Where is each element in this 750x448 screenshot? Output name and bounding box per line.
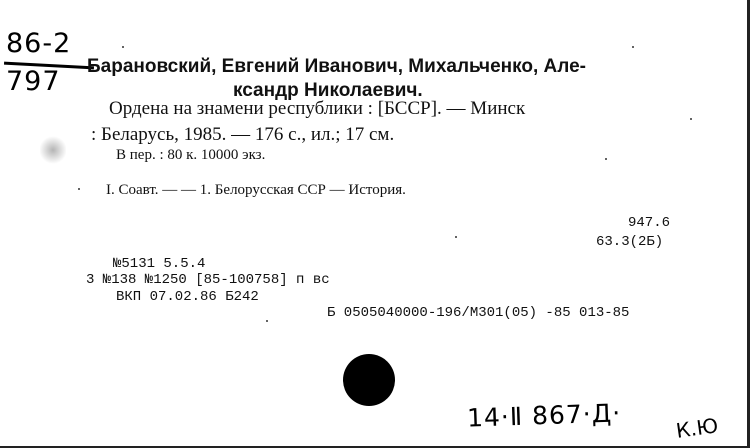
library-mark: К.Ю [674,413,720,443]
price-and-run: В пер. : 80 к. 10000 экз. [116,147,266,163]
print-meta-4: Б 0505040000-196/М301(05) -85 013-85 [327,305,630,321]
print-meta-1: №5131 5.5.4 [113,256,206,272]
print-meta-2: 3 №138 №1250 [85-100758] п вс [86,272,330,288]
call-number-bottom: 797 [6,66,61,97]
inventory-stamp: 14·Ⅱ 867·Д· [466,398,622,433]
card-punch-hole [343,354,395,406]
speck [78,188,80,190]
heading-authors-cont: ксандр Николаевич. [233,80,423,101]
udc-index: 947.6 [628,215,671,231]
heading-authors: Барановский, Евгений Иванович, Михальченко, Але- [87,56,586,77]
bbk-index: 63.3(2Б) [596,234,664,250]
speck [690,118,692,120]
title-statement: Ордена на знамени республики : [БССР]. — Минск [109,98,526,119]
ink-smudge [40,135,66,165]
speck [266,320,268,322]
call-number-top: 86-2 [6,28,72,59]
speck [122,46,124,48]
tracings: I. Соавт. — — 1. Белорусская ССР — История. [106,182,406,198]
print-meta-3: ВКП 07.02.86 Б242 [116,289,259,305]
speck [455,236,457,238]
speck [605,158,607,160]
imprint-statement: : Беларусь, 1985. — 176 с., ил.; 17 см. [91,124,395,145]
speck [632,46,634,48]
